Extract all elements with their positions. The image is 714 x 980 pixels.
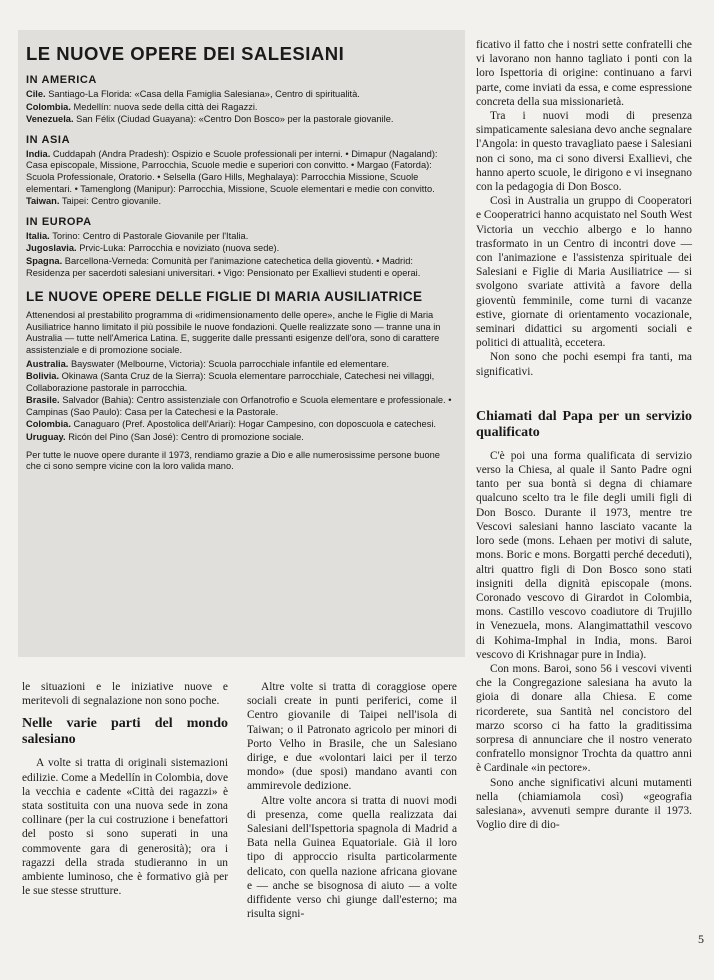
entry — [26, 371, 455, 394]
paragraph: Con mons. Baroi, sono 56 i vescovi viventi che la Congregazione salesiana ha avuto la gioia di donare alla Chiesa. E come ricorderete, sua Santità nel concistoro del marzo scorso ci ha fatto la graditissima sorpresa di annunciare che il nostro venerato confratello monsignor Trochta da quattro anni è Cardinale «in pectore». — [476, 662, 692, 775]
entry — [26, 114, 455, 126]
entry-text: Prvic-Luka: Parrocchia e noviziato (nuova sede). — [79, 243, 280, 254]
entry-text: Salvador (Bahia): Centro assistenziale con Orfanotrofio e Scuola elementare e professionale. • Campinas (Sao Paulo): Casa per la Catechesi e la Pastorale. — [26, 395, 452, 417]
entry-text: Cuddapah (Andra Pradesh): Ospizio e Scuole professionali per interni. • Dimapur (Nagaland): Casa episcopale, Missione, Parrocchia, Scuole medie e superiori con convitto. • Margao (Fatorda): Scuola Professionale, Oratorio. • Selsella (Garo Hills, Meghalaya): Parrocchia Missione, Scuole elementari. • Tamenglong (Manipur): Parrocchia, Missione, Scuole elementari e medie con convitto. — [26, 148, 438, 194]
entry-country: Colombia. — [26, 101, 71, 112]
region-heading: IN ASIA — [26, 133, 71, 146]
entry-text: Okinawa (Santa Cruz de la Sierra): Scuola elementare parrocchiale, Catechesi nei villaggi, Collaborazione pastorale in parrocchia. — [26, 371, 435, 393]
paragraph: Così in Australia un gruppo di Cooperatori e Cooperatrici hanno acquistato nel South West Victoria un vecchio albergo e lo hanno trasformato in un Centro di incontri dove — con l'animazione e l'assistenza spirituale dei Salesiani e Figlie di Maria Ausiliatrice — si svolgono svariate attività a favore della gioventù femminile, come turni di vacanze estive, giornate di orientamento vocazionale, seminari didattici su argomenti sociali e politici di attualità, eccetera. — [476, 195, 692, 350]
paragraph: Altre volte ancora si tratta di nuovi modi di presenza, come quella realizzata dai Salesiani dell'Ispettoria spagnola di Madrid a Bata nella Guinea Equatoriale. Già il loro tipo di approccio risulta particolarmente delicato, con quella nazione africana giovane e — anche se bisognosa di aiuto — a volte diffidente verso chi giunge dall'esterno; ma risulta signi- — [247, 794, 457, 921]
entry-country: Bolivia. — [26, 371, 60, 382]
column-left — [22, 680, 228, 898]
entry — [26, 89, 455, 101]
paragraph: Sono anche significativi alcuni mutamenti nella (chiamiamola così) «geografia salesiana», avvenuti sempre durante il 1973. Voglio dire di dio- — [476, 776, 692, 832]
column-middle — [247, 680, 457, 921]
entry — [26, 231, 455, 243]
entry-country: Uruguay. — [26, 432, 66, 443]
entry — [26, 359, 455, 371]
region-heading: IN EUROPA — [26, 215, 92, 228]
entry-text: Barcellona-Verneda: Comunità per l'animazione catechetica della gioventù. • Madrid: Residenza per sacerdoti salesiani universitari. • Vigo: Pensionato per Exallievi studenti e operai. — [26, 255, 421, 278]
column-right — [476, 38, 692, 832]
entry-country: India. — [26, 148, 51, 159]
paragraph: Tra i nuovi modi di presenza simpaticamente salesiana devo anche segnalare l'Angola: in questo travagliato paese i Salesiani non ci sono, ma ci sono diversi Exallievi, che hanno aperto scuole, le dirigono e vi insegnano con la pedagogia di Don Bosco. — [476, 110, 692, 194]
entry-text: Torino: Centro di Pastorale Giovanile per l'Italia. — [52, 230, 249, 241]
entry — [26, 102, 455, 114]
entry — [26, 395, 455, 418]
paragraph: A volte si tratta di originali sistemazioni edilizie. Come a Medellín in Colombia, dove la vecchia e cadente «Città dei ragazzi» è stata sostituita con una nuova sede in zona collinare (per la cui costruzione i benefattori del posto si sono superati in una commovente gara di generosità); ora i ragazzi della strada studieranno in un ambiente luminoso, che è formativo già per le sue stesse strutture. — [22, 757, 228, 898]
section-heading: Chiamati dal Papa per un servizio qualificato — [476, 408, 692, 440]
entry-country: Australia. — [26, 358, 69, 369]
new-works-box — [18, 30, 465, 657]
entry-text: Santiago-La Florida: «Casa della Famiglia Salesiana», Centro di spiritualità. — [48, 89, 360, 99]
paragraph: ficativo il fatto che i nostri sette confratelli che vi lavorano non hanno tagliato i ponti con la loro Ispettoria di origine: continuano a farvi parte, come inviati da essa, e come espressione concreta della sua missionarietà. — [476, 39, 692, 108]
entry-text: Canaguaro (Pref. Apostolica dell'Ariari): Hogar Campesino, con doposcuola e catechesi. — [73, 419, 437, 430]
region-heading: IN AMERICA — [26, 74, 97, 86]
entry-country: Cile. — [26, 89, 46, 99]
entry-text: Taipei: Centro giovanile. — [61, 196, 162, 207]
entry — [26, 196, 455, 208]
fma-thanks: Per tutte le nuove opere durante il 1973, rendiamo grazie a Dio e alle numerosissime persone buone che ci sono sempre vicine con la loro valida mano. — [26, 449, 440, 472]
entry-text: Medellín: nuova sede della città dei Ragazzi. — [73, 101, 258, 112]
page-number: 5 — [698, 932, 704, 946]
entry — [26, 149, 455, 195]
entry-text: Ricón del Pino (San José): Centro di promozione sociale. — [68, 432, 304, 443]
fma-intro: Attenendosi al prestabilito programma di «ridimensionamento delle opere», anche le Figlie di Maria Ausiliatrice hanno limitato il più possibile le nuove fondazioni. Quelle realizzate sono — tranne una in Australia — tutte nell'America Latina. E, suggerite dalle pressanti esigenze dell'ora, sono di carattere assistenziale e di promozione sociale. — [26, 310, 441, 355]
entry-text: San Félix (Ciudad Guayana): «Centro Don Bosco» per la pastorale giovanile. — [76, 114, 394, 125]
entry-country: Venezuela. — [26, 114, 74, 125]
entry — [26, 256, 455, 279]
paragraph: le situazioni e le iniziative nuove e meritevoli di segnalazione non sono poche. — [22, 681, 228, 708]
entry-country: Italia. — [26, 230, 50, 241]
entry-country: Taiwan. — [26, 196, 60, 207]
section-heading: Nelle varie parti del mondo salesiano — [22, 716, 228, 748]
entry-country: Brasile. — [26, 395, 60, 406]
fma-title: LE NUOVE OPERE DELLE FIGLIE DI MARIA AUSILIATRICE — [26, 289, 423, 305]
paragraph: Non sono che pochi esempi fra tanti, ma significativi. — [476, 351, 692, 378]
entry — [26, 432, 455, 444]
entry-country: Spagna. — [26, 255, 63, 266]
salesiani-title: LE NUOVE OPERE DEI SALESIANI — [26, 43, 345, 64]
entry-country: Jugoslavia. — [26, 243, 77, 254]
entry-text: Bayswater (Melbourne, Victoria): Scuola parrocchiale infantile ed elementare. — [70, 358, 390, 369]
entry — [26, 243, 455, 255]
paragraph: C'è poi una forma qualificata di servizio verso la Chiesa, al quale il Santo Padre ogni tanto per sua bontà si degna di chiamare qualcuno scelto tra le file degli umili figli di Don Bosco. Durante il 1973, mentre tre Vescovi salesiani hanno lasciato vacante la loro sede (mons. Lehaen per motivi di salute, mons. Boric e mons. Borgatti perché deceduti), altri quattro figli di Don Bosco sono stati insigniti della dignità episcopale (mons. Coronado vescovo di Girardot in Colombia, mons. Castillo vescovo coadiutore di Trujillo in Venezuela, mons. Alangimattathil vescovo di Kohima-Imphal in India, mons. Baroi vescovo di Krishnagar pure in India). — [476, 449, 692, 661]
paragraph: Altre volte si tratta di coraggiose opere sociali create in punti periferici, come il Centro giovanile di Taipei nell'isola di Taiwan; o il Patronato agricolo per minori di Porto Velho in Brasile, che un Salesiano dirige, e due «volontari laici per il terzo mondo» (due sposi) mandano avanti con ammirevole dedizione. — [247, 681, 457, 793]
entry-country: Colombia. — [26, 419, 71, 430]
entry — [26, 419, 455, 431]
